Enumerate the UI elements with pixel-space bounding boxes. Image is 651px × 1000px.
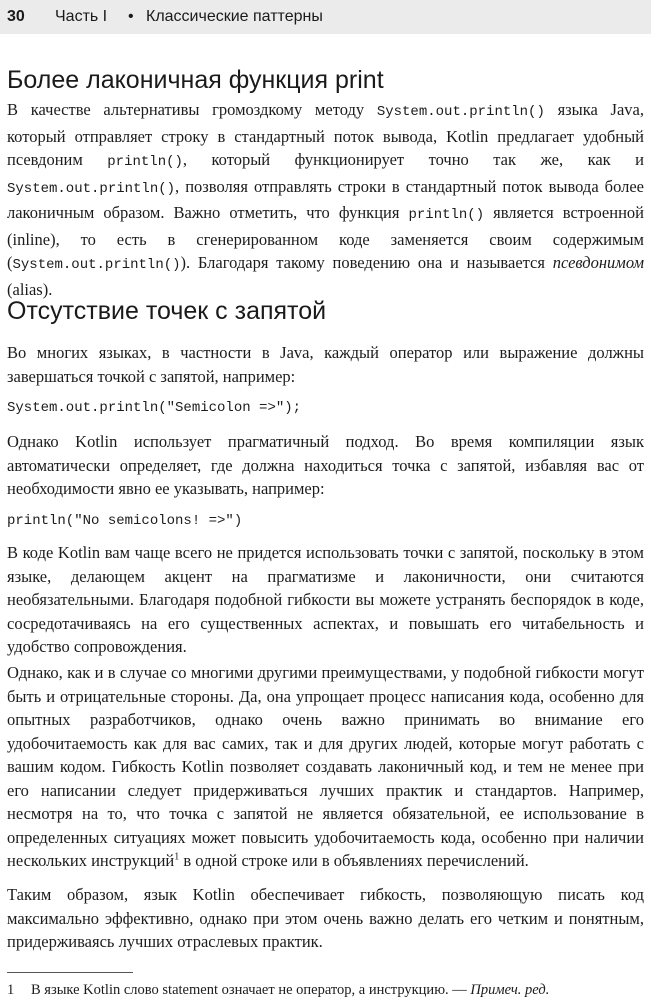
footnote <box>7 981 644 999</box>
part-label: Часть I <box>55 8 108 25</box>
semicolons-intro-paragraph: Во многих языках, в частности в Java, каждый оператор или выражение должны завершаться точкой с запятой, например: <box>7 343 644 386</box>
text-run: В качестве альтернативы громоздкому методу <box>7 100 377 119</box>
inline-code: println() <box>107 154 183 170</box>
footnote-divider <box>7 972 133 973</box>
section-heading-semicolons: Отсутствие точек с запятой <box>7 297 327 325</box>
text-run: (alias). <box>7 279 53 299</box>
inline-code: System.out.println() <box>12 257 181 273</box>
text-run: ). Благодаря такому поведению она и называется <box>180 253 553 272</box>
inline-code: System.out.println() <box>7 180 176 197</box>
header-bullet: • <box>128 8 134 25</box>
footnote-text: В языке Kotlin слово statement означает не оператор, а инструкцию. — <box>31 982 471 998</box>
emphasis-term: псевдонимом <box>552 253 644 272</box>
downsides-paragraph <box>7 661 644 873</box>
running-header <box>0 0 651 34</box>
text-run: языка Java, который отправляет строку в стандартный поток вывода, Kotlin предлагает удобный псевдоним <box>7 100 644 169</box>
footnote-mark: 1 <box>7 982 15 998</box>
flexibility-paragraph: В коде Kotlin вам чаще всего не придется использовать точки с запятой, поскольку в этом языке, делающем акцент на прагматизме и лаконичности, они считаются необязательными. Благодаря подобной гибкости вы можете устранять беспорядок в коде, сосредотачиваясь на его существенных аспектах, и повышать его читабельность и удобство сопровождения. <box>7 543 644 656</box>
text-run: Однако, как и в случае со многими другими преимуществами, у подобной гибкости могут быть и отрицательные стороны. Да, она упрощает процесс написания кода, особенно для опытных разработчиков, однако очень важно принимать во внимание его удобочитаемость как для вас самих, так и для других людей, которые могут работать с вашим кодом. Гибкость Kotlin позволяет создавать лаконичный код, и тем не менее при его написании следует придерживаться лучших практик и стандартов. Например, несмотря на то, что точка с запятой не является обязательной, ее использование в определенных ситуациях может повысить удобочитаемость кода, особенно при наличии нескольких инструкций <box>7 663 644 870</box>
kotlin-approach-paragraph: Однако Kotlin использует прагматичный подход. Во время компиляции язык автоматически определяет, где должна находиться точка с запятой, избавляя вас от необходимости явно ее указывать, например: <box>7 432 644 498</box>
chapter-title: Классические паттерны <box>146 8 323 25</box>
print-paragraph <box>7 98 644 301</box>
text-run: , позволяя отправлять строки в стандартный поток вывода более лаконичным образом. Важно отметить, что функция <box>7 176 644 222</box>
code-sample-java: System.out.println("Semicolon =>"); <box>7 400 302 416</box>
code-sample-kotlin: println("No semicolons! =>") <box>7 513 243 529</box>
section-heading-print: Более лаконичная функция print <box>7 66 384 94</box>
inline-code: System.out.println() <box>376 104 545 120</box>
footnote-reference: 1 <box>174 851 180 863</box>
inline-code: println() <box>408 207 485 223</box>
text-run: , который функционирует точно так же, как и <box>182 150 644 169</box>
page-number: 30 <box>7 8 25 25</box>
editor-note: Примеч. ред. <box>470 982 550 998</box>
text-run: в одной строке или в объявлениях перечислений. <box>179 851 529 870</box>
text-run: является встроенной (inline), то есть в сгенерированном коде заменяется своим содержимым ( <box>7 203 644 272</box>
conclusion-paragraph: Таким образом, язык Kotlin обеспечивает гибкость, позволяющую писать код максимально эффективно, однако при этом очень важно делать его четким и понятным, придерживаясь лучших отраслевых практик. <box>7 885 644 951</box>
